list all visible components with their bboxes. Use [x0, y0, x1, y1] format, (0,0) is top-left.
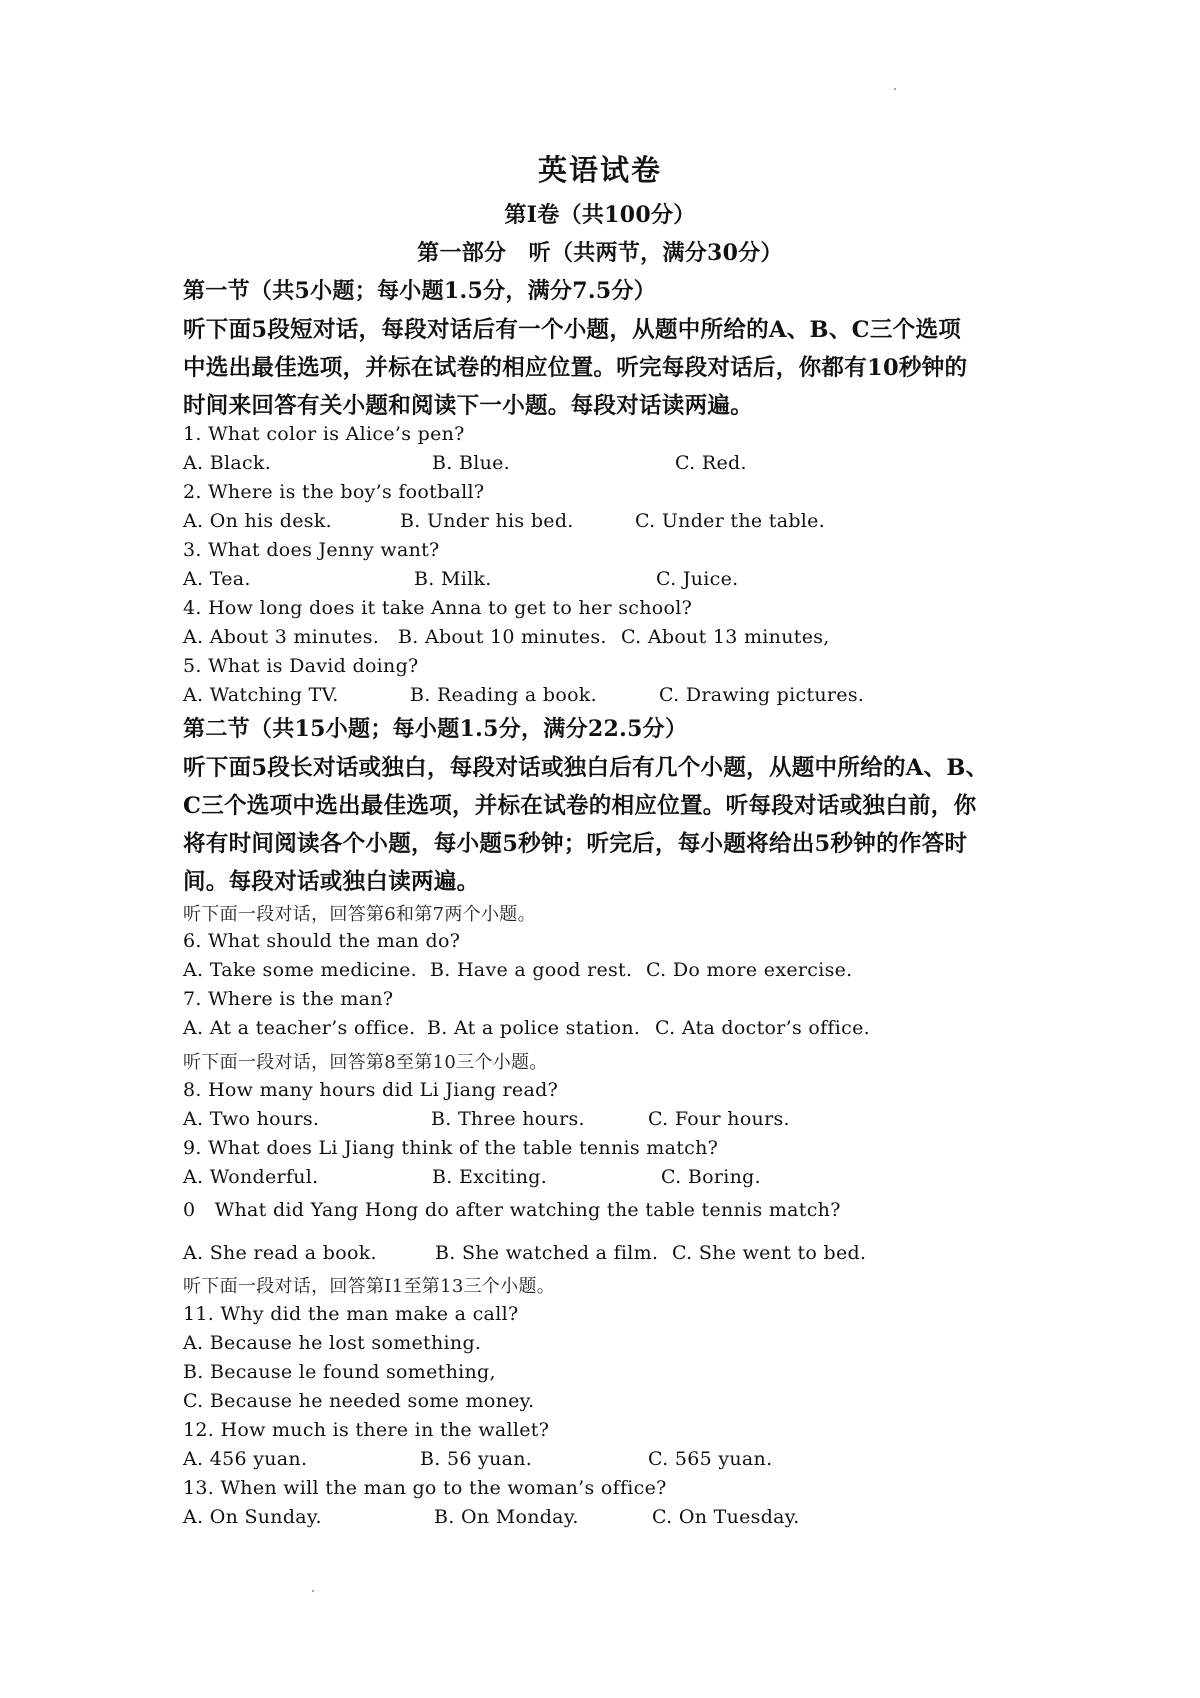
q12-option-c: C. 565 yuan. — [648, 1448, 773, 1470]
q6-option-c: C. Do more exercise. — [646, 959, 853, 981]
q7-option-b: B. At a police station. — [427, 1017, 641, 1039]
question-3: 3. What does Jenny want? — [183, 539, 440, 561]
question-6: 6. What should the man do? — [183, 930, 461, 952]
scan-speck-bottom — [312, 1590, 314, 1592]
volume-heading: 第Ⅰ卷（共100分） — [504, 202, 696, 228]
q12-option-b: B. 56 yuan. — [420, 1448, 533, 1470]
q9-option-c: C. Boring. — [661, 1166, 761, 1188]
question-12: 12. How much is there in the wallet? — [183, 1419, 550, 1441]
q9-option-a: A. Wonderful. — [183, 1166, 319, 1188]
q1-option-b: B. Blue. — [432, 452, 511, 474]
exam-title: 英语试卷 — [537, 153, 662, 187]
q8-option-a: A. Two hours. — [183, 1108, 320, 1130]
question-9: 9. What does Li Jiang think of the table tennis match? — [183, 1137, 719, 1159]
question-7: 7. Where is the man? — [183, 988, 394, 1010]
q2-option-b: B. Under his bed. — [400, 510, 574, 532]
q6-option-a: A. Take some medicine. — [183, 959, 417, 981]
q11-option-c: C. Because he needed some money. — [183, 1390, 535, 1412]
question-4: 4. How long does it take Anna to get to her school? — [183, 597, 693, 619]
q2-option-c: C. Under the table. — [635, 510, 826, 532]
question-11: 11. Why did the man make a call? — [183, 1303, 519, 1325]
question-10: 0 What did Yang Hong do after watching the table tennis match? — [183, 1199, 841, 1221]
q7-option-c: C. Ata doctor’s office. — [655, 1017, 870, 1039]
q3-option-a: A. Tea. — [183, 568, 251, 590]
q11-option-b: B. Because le found something, — [183, 1361, 496, 1383]
q11-option-a: A. Because he lost something. — [183, 1332, 482, 1354]
question-8: 8. How many hours did Li Jiang read? — [183, 1079, 559, 1101]
section2-instruction-line2: C三个选项中选出最佳选项，并标在试卷的相应位置。听每段对话或独白前，你 — [183, 793, 977, 819]
section1-instruction-line2: 中选出最佳选项，并标在试卷的相应位置。听完每段对话后，你都有10秒钟的 — [183, 355, 968, 381]
q8-option-c: C. Four hours. — [648, 1108, 790, 1130]
question-5: 5. What is David doing? — [183, 655, 419, 677]
q5-option-a: A. Watching TV. — [183, 684, 339, 706]
section1-instruction-line1: 听下面5段短对话，每段对话后有一个小题，从题中所给的A、B、C三个选项 — [183, 317, 962, 343]
q6-option-b: B. Have a good rest. — [430, 959, 633, 981]
section2-instruction-line4: 间。每段对话或独白读两遍。 — [183, 869, 480, 895]
q7-option-a: A. At a teacher’s office. — [183, 1017, 416, 1039]
q9-option-b: B. Exciting. — [432, 1166, 548, 1188]
q10-option-b: B. She watched a film. — [435, 1242, 659, 1264]
section1-heading: 第一节（共5小题；每小题1.5分，满分7.5分） — [183, 278, 657, 304]
q4-option-a: A. About 3 minutes. — [183, 626, 380, 648]
q5-option-c: C. Drawing pictures. — [659, 684, 865, 706]
section1-instruction-line3: 时间来回答有关小题和阅读下一小题。每段对话读两遍。 — [183, 393, 754, 419]
section2-instruction-line1: 听下面5段长对话或独白，每段对话或独白后有几个小题，从题中所给的A、B、 — [183, 755, 989, 781]
q10-option-c: C. She went to bed. — [672, 1242, 867, 1264]
section2-heading: 第二节（共15小题；每小题1.5分，满分22.5分） — [183, 716, 688, 742]
q5-option-b: B. Reading a book. — [410, 684, 597, 706]
part-one-heading: 第一部分 听（共两节，满分30分） — [417, 240, 783, 266]
scan-speck — [894, 88, 896, 90]
dialog-note-2: 听下面一段对话，回答第8至第10三个小题。 — [183, 1052, 548, 1073]
q3-option-c: C. Juice. — [656, 568, 739, 590]
dialog-note-1: 听下面一段对话，回答第6和第7两个小题。 — [183, 904, 536, 925]
section2-instruction-line3: 将有时间阅读各个小题，每小题5秒钟；听完后，每小题将给出5秒钟的作答时 — [183, 831, 968, 857]
question-13: 13. When will the man go to the woman’s office? — [183, 1477, 667, 1499]
q4-option-b: B. About 10 minutes. — [398, 626, 607, 648]
q1-option-c: C. Red. — [675, 452, 747, 474]
q13-option-a: A. On Sunday. — [183, 1506, 322, 1528]
question-1: 1. What color is Alice’s pen? — [183, 423, 465, 445]
q1-option-a: A. Black. — [183, 452, 272, 474]
q4-option-c: C. About 13 minutes, — [621, 626, 830, 648]
q13-option-c: C. On Tuesday. — [652, 1506, 800, 1528]
q13-option-b: B. On Monday. — [434, 1506, 579, 1528]
q2-option-a: A. On his desk. — [183, 510, 332, 532]
q3-option-b: B. Milk. — [414, 568, 492, 590]
dialog-note-3: 听下面一段对话，回答第I1至第13三个小题。 — [183, 1276, 556, 1297]
q10-option-a: A. She read a book. — [183, 1242, 377, 1264]
q8-option-b: B. Three hours. — [431, 1108, 585, 1130]
question-2: 2. Where is the boy’s football? — [183, 481, 485, 503]
q12-option-a: A. 456 yuan. — [183, 1448, 308, 1470]
